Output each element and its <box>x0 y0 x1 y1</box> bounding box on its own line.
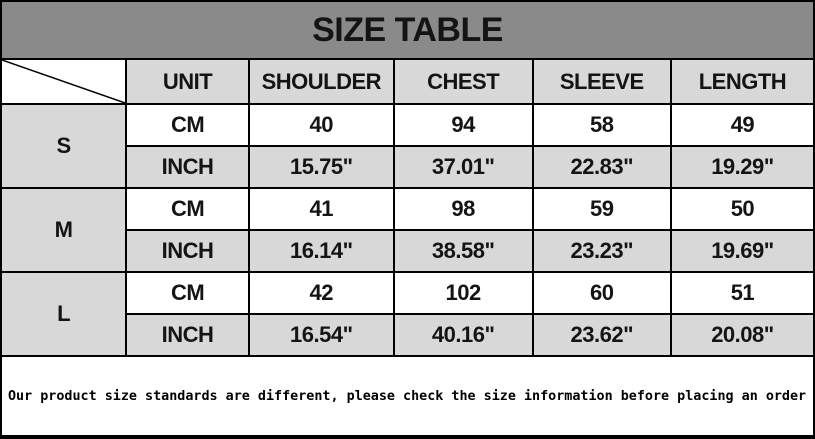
column-header-shoulder: SHOULDER <box>249 59 394 104</box>
value-cell: 49 <box>671 104 814 146</box>
value-cell: 19.69" <box>671 230 814 272</box>
size-label-l: L <box>1 272 126 356</box>
unit-cell: CM <box>126 272 249 314</box>
value-cell: 15.75" <box>249 146 394 188</box>
size-label-m: M <box>1 188 126 272</box>
column-header-sleeve: SLEEVE <box>533 59 671 104</box>
table-row <box>1 272 814 314</box>
value-cell: 38.58" <box>394 230 533 272</box>
value-cell: 98 <box>394 188 533 230</box>
column-header-length: LENGTH <box>671 59 814 104</box>
footer-note-text: Our product size standards are different, please check the size information before placing an order <box>8 388 807 404</box>
diagonal-line <box>2 60 125 103</box>
value-cell: 94 <box>394 104 533 146</box>
value-cell: 51 <box>671 272 814 314</box>
value-cell: 41 <box>249 188 394 230</box>
value-cell: 42 <box>249 272 394 314</box>
table-row <box>1 104 814 146</box>
unit-cell: CM <box>126 188 249 230</box>
value-cell: 40.16" <box>394 314 533 356</box>
value-cell: 16.14" <box>249 230 394 272</box>
title-band <box>0 0 815 58</box>
value-cell: 37.01" <box>394 146 533 188</box>
unit-cell: CM <box>126 104 249 146</box>
value-cell: 22.83" <box>533 146 671 188</box>
value-cell: 59 <box>533 188 671 230</box>
unit-cell: INCH <box>126 314 249 356</box>
value-cell: 19.29" <box>671 146 814 188</box>
value-cell: 23.62" <box>533 314 671 356</box>
table-row <box>1 188 814 230</box>
unit-cell: INCH <box>126 230 249 272</box>
value-cell: 60 <box>533 272 671 314</box>
value-cell: 23.23" <box>533 230 671 272</box>
unit-cell: INCH <box>126 146 249 188</box>
column-header-unit: UNIT <box>126 59 249 104</box>
column-header-chest: CHEST <box>394 59 533 104</box>
size-label-s: S <box>1 104 126 188</box>
value-cell: 58 <box>533 104 671 146</box>
value-cell: 20.08" <box>671 314 814 356</box>
value-cell: 16.54" <box>249 314 394 356</box>
page-title: SIZE TABLE <box>312 10 503 49</box>
size-table <box>0 58 815 357</box>
value-cell: 50 <box>671 188 814 230</box>
footer-note <box>0 357 815 435</box>
value-cell: 102 <box>394 272 533 314</box>
bottom-bar <box>0 435 815 439</box>
table-header-row <box>1 59 814 104</box>
diagonal-header-cell <box>1 59 126 104</box>
value-cell: 40 <box>249 104 394 146</box>
